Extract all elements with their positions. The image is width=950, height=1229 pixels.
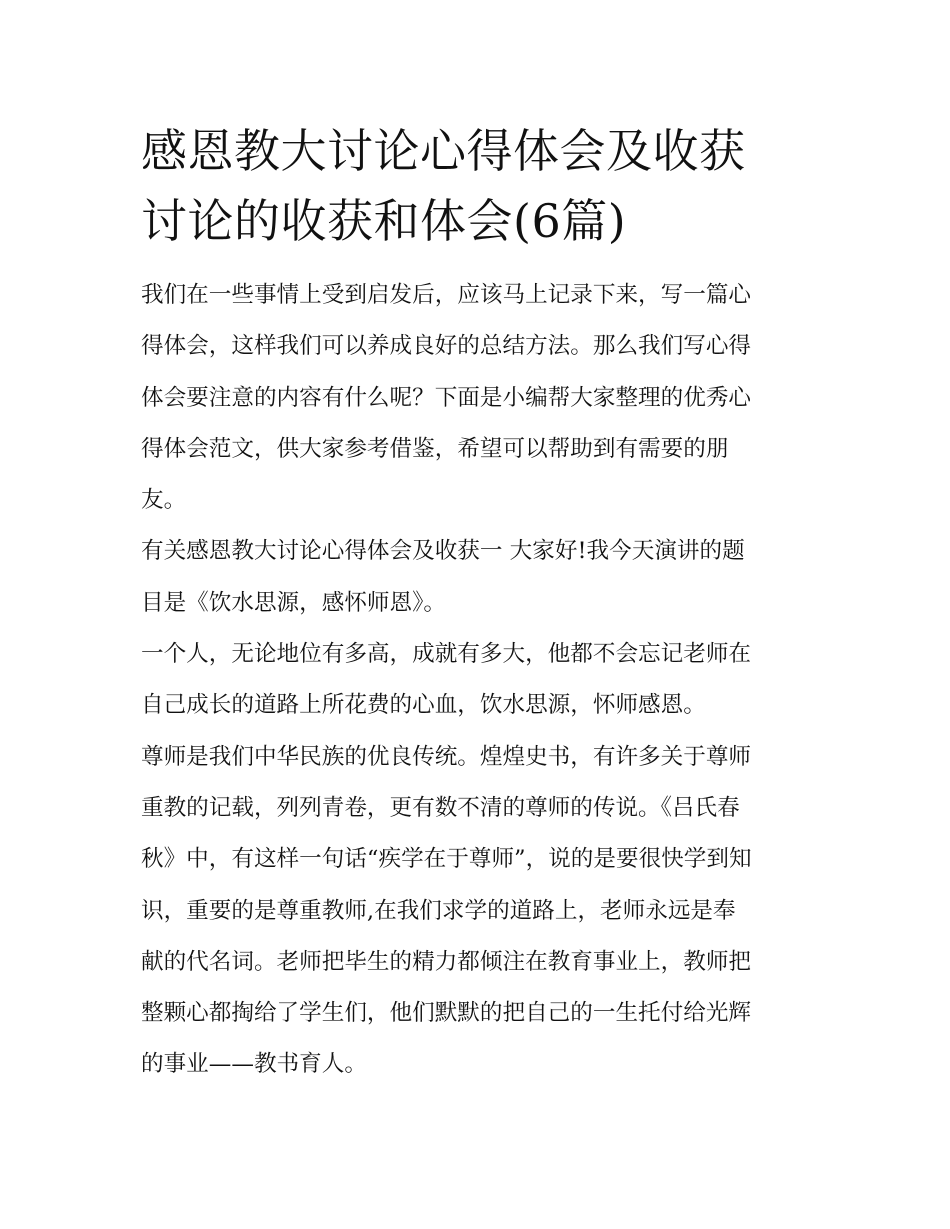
- text-line: 自己成长的道路上所花费的心血，饮水思源，怀师感恩。: [141, 692, 706, 719]
- essay-opening-paragraph: [141, 526, 821, 629]
- body-paragraph: [141, 629, 821, 732]
- text-line: 得体会，这样我们可以养成良好的总结方法。那么我们写心得: [141, 333, 752, 360]
- text-line: 的事业——教书育人。: [141, 1051, 367, 1078]
- title-line: 感恩教大讨论心得体会及收获: [141, 124, 746, 178]
- text-line: 尊师是我们中华民族的优良传统。煌煌史书，有许多关于尊师: [141, 743, 752, 770]
- title-line: 讨论的收获和体会(6篇): [141, 194, 627, 248]
- text-line: 目是《饮水思源，感怀师恩》。: [141, 589, 447, 616]
- text-line: 友。: [141, 487, 187, 514]
- text-line: 献的代名词。老师把毕生的精力都倾注在教育事业上，教师把: [141, 948, 752, 975]
- text-line: 得体会范文，供大家参考借鉴，希望可以帮助到有需要的朋: [141, 435, 729, 462]
- document-body: [141, 116, 821, 1091]
- text-line: 识，重要的是尊重教师,在我们求学的道路上，老师永远是奉: [141, 897, 736, 924]
- text-line: 整颗心都掏给了学生们，他们默默的把自己的一生托付给光辉: [141, 1000, 752, 1027]
- intro-paragraph: [141, 270, 821, 526]
- text-line: 体会要注意的内容有什么呢？下面是小编帮大家整理的优秀心: [141, 384, 752, 411]
- body-paragraph: [141, 732, 821, 1091]
- document-title: [141, 116, 821, 256]
- text-line: 秋》中，有这样一句话“疾学在于尊师”，说的是要很快学到知: [141, 846, 752, 873]
- document-title-block: [141, 116, 821, 256]
- text-line: 我们在一些事情上受到启发后，应该马上记录下来，写一篇心: [141, 282, 752, 308]
- text-line: 一个人，无论地位有多高，成就有多大，他都不会忘记老师在: [141, 641, 752, 668]
- text-line: 重教的记载，列列青卷，更有数不清的尊师的传说。《吕氏春: [141, 794, 740, 821]
- text-line: 有关感恩教大讨论心得体会及收获一 大家好!我今天演讲的题: [141, 538, 745, 565]
